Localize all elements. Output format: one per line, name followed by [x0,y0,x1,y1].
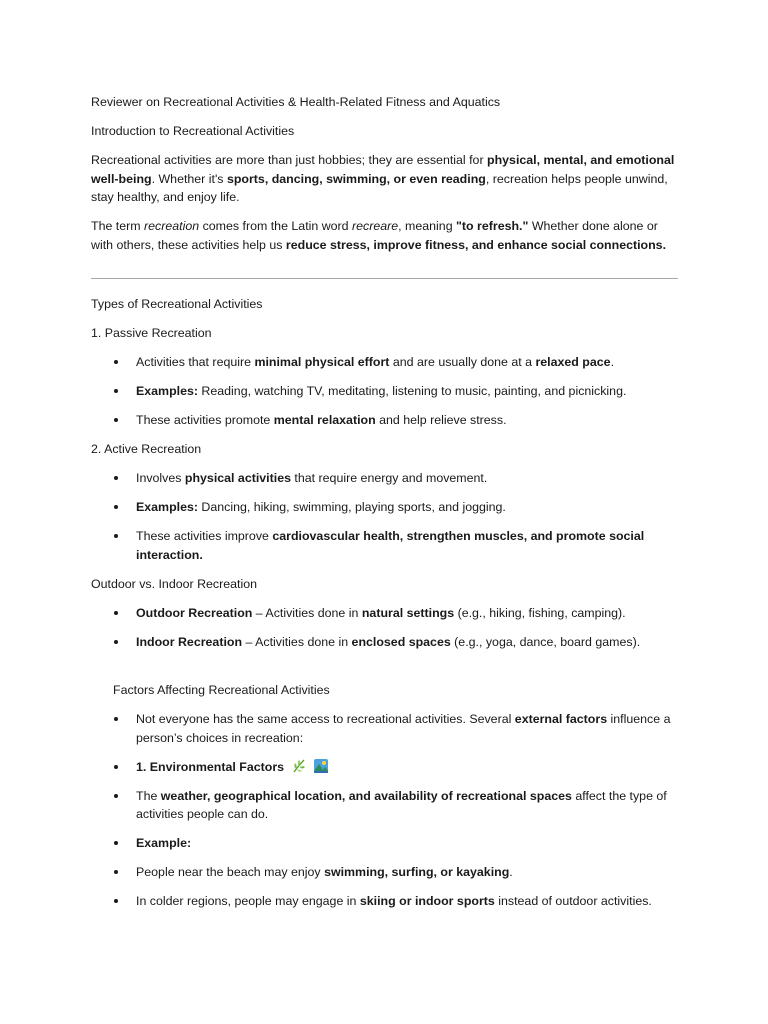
intro-paragraph-2 [91,217,681,254]
active-heading [91,440,681,459]
list-item: Not everyone has the same access to recreational activities. Several external factors influence a person’s choices in recreation: [91,710,681,747]
p1-bold-b: physical, mental, and emotional well-being [91,153,675,186]
p1-text-e: , recreation helps people unwind, stay healthy, and enjoy life. [91,171,668,204]
passive-list [91,353,681,430]
list-item: These activities improve cardiovascular health, strengthen muscles, and promote social interaction. [91,527,681,564]
list-item: 1. Environmental Factors [91,758,681,777]
list-item: People near the beach may enjoy swimming, surfing, or kayaking. [91,863,681,882]
p2-text-a: The term [91,219,145,233]
horizontal-divider [91,278,678,279]
p2-text-c: comes from the Latin word [199,219,353,233]
factors-heading-text: Factors Affecting Recreational Activities [113,683,330,697]
title-text: Reviewer on Recreational Activities & Health-Related Fitness and Aquatics [91,95,501,109]
list-item: Involves physical activities that require energy and movement. [91,469,681,488]
outdoor-indoor-list [91,604,681,652]
p1-text-a: Recreational activities are more than just hobbies; they are essential for [91,153,488,167]
list-item: Indoor Recreation – Activities done in enclosed spaces (e.g., yoga, dance, board games). [91,633,681,652]
types-heading [91,295,681,314]
herb-icon [291,758,307,774]
p2-bold-h: reduce stress, improve fitness, and enhance social connections. [285,237,667,252]
types-heading-text: Types of Recreational Activities [91,297,263,311]
passive-heading [91,324,681,343]
p2-italic-d: recreare [352,219,399,233]
passive-heading-text: 1. Passive Recreation [91,326,212,340]
landscape-icon [313,758,329,774]
p2-text-e: , meaning [398,219,457,233]
document-title [91,93,681,112]
p2-bold-f: "to refresh." [456,219,529,233]
list-item: The weather, geographical location, and availability of recreational spaces affect the type of activities people can do. [91,787,681,824]
list-item: Examples: Dancing, hiking, swimming, playing sports, and jogging. [91,498,681,517]
list-item: Outdoor Recreation – Activities done in natural settings (e.g., hiking, fishing, camping). [91,604,681,623]
factors-list [91,710,681,911]
p2-italic-b: recreation [144,219,200,233]
p1-text-c: . Whether it's [151,171,227,186]
p1-bold-d: sports, dancing, swimming, or even reading [226,171,486,186]
list-item: Activities that require minimal physical effort and are usually done at a relaxed pace. [91,353,681,372]
list-item: In colder regions, people may engage in skiing or indoor sports instead of outdoor activities. [91,892,681,911]
list-item: Example: [91,834,681,853]
active-list [91,469,681,564]
intro-heading-text: Introduction to Recreational Activities [91,124,295,138]
list-item: These activities promote mental relaxation and help relieve stress. [91,411,681,430]
active-heading-text: 2. Active Recreation [91,442,202,456]
list-item: Examples: Reading, watching TV, meditating, listening to music, painting, and picnicking. [91,382,681,401]
outdoor-indoor-heading [91,575,681,594]
intro-heading [91,122,681,141]
intro-paragraph-1 [91,151,681,207]
p2-text-g: Whether done alone or with others, these activities help us [91,219,658,252]
factors-heading [113,681,681,700]
outdoor-indoor-heading-text: Outdoor vs. Indoor Recreation [91,577,257,591]
